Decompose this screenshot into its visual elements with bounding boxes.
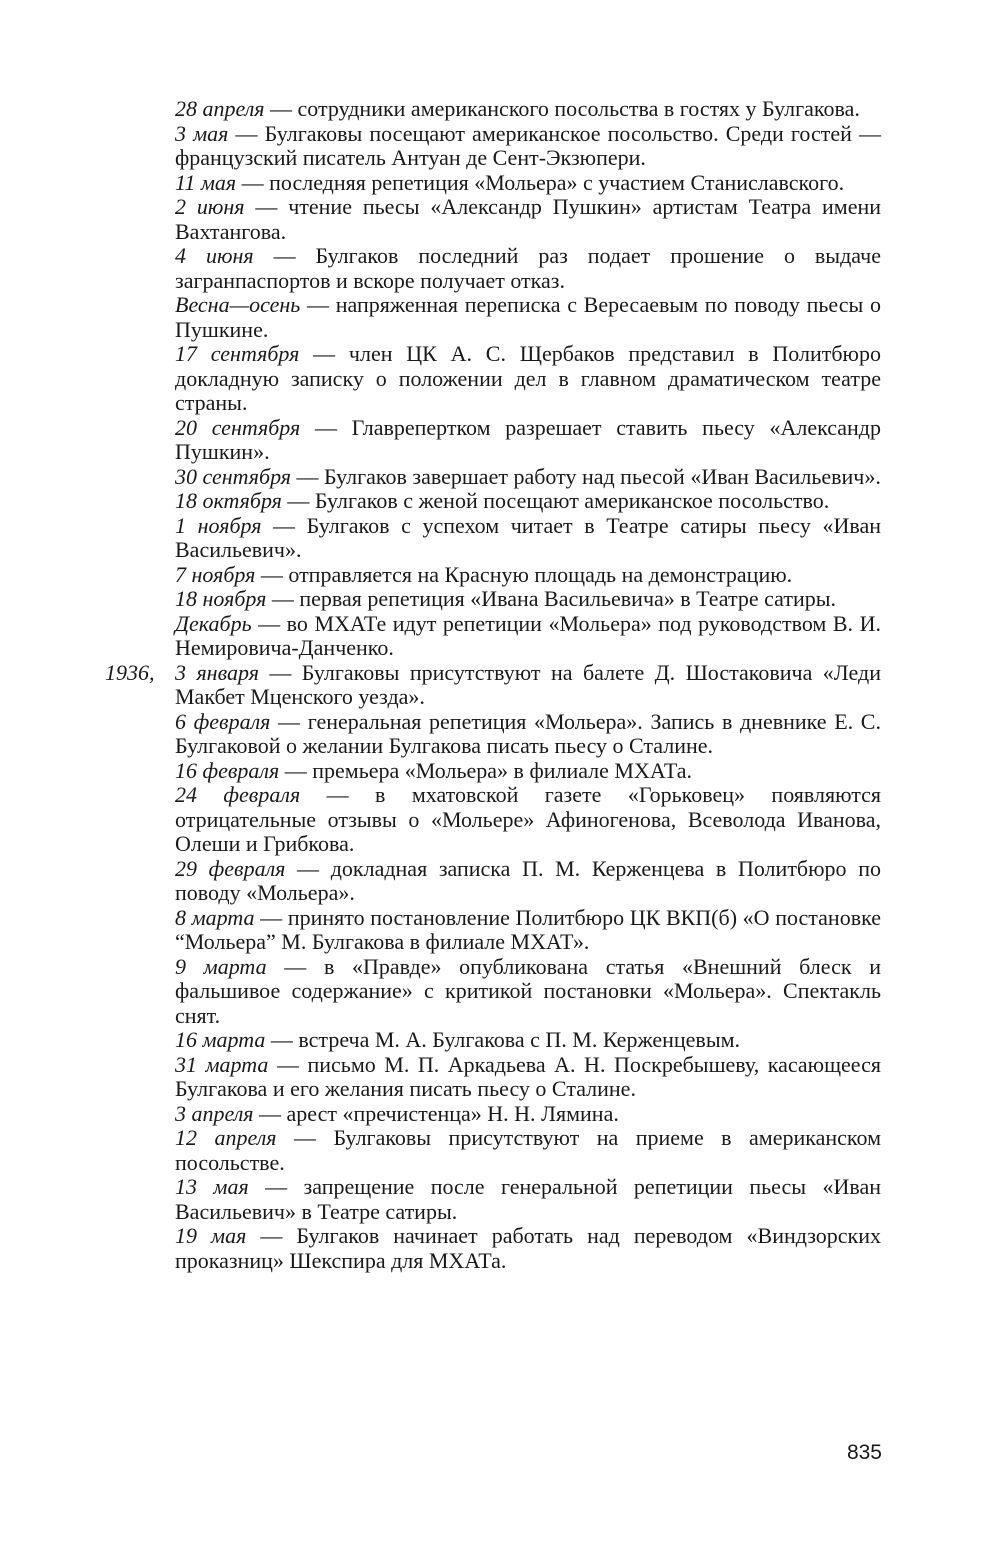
page-number: 835 (846, 1441, 882, 1464)
chronology-entry (175, 563, 881, 588)
entry-date: 3 апреля (175, 1100, 254, 1126)
entry-date: 3 мая (175, 120, 229, 146)
entry-text: — в «Правде» опубликована статья «Внешний блеск и фальшивое содержание» с критикой постановки «Мольера». Спектакль снят. (175, 953, 882, 1028)
entry-date: 24 февраля (175, 782, 301, 807)
entry-text: — письмо М. П. Аркадьева А. Н. Поскребышеву, касающееся Булгакова и его желания писать пьесу о Сталине. (175, 1051, 882, 1101)
chronology-text (105, 96, 882, 1273)
entry-date: 16 февраля (175, 757, 280, 783)
entry-text: — Булгаков с успехом читает в Театре сатиры пьесу «Иван Васильевич». (175, 512, 881, 562)
entry-date: 3 января (175, 659, 259, 685)
chronology-entry (175, 857, 881, 906)
entry-date: 20 сентября (175, 414, 301, 440)
entry-text: — Булгаковы посещают американское посольство. Среди гостей — французский писатель Антуан де Сент-Экзюпери. (175, 120, 881, 170)
entry-date: 29 февраля (175, 855, 286, 881)
entry-date: 28 апреля (175, 96, 265, 121)
chronology-entry (175, 293, 881, 342)
entry-date: 31 марта (175, 1051, 269, 1077)
entry-text: — в мхатовской газете «Горьковец» появляются отрицательные отзывы о «Мольере» Афиногенова, Всеволода Иванова, Олеши и Грибкова. (175, 782, 882, 856)
entry-text: — первая репетиция «Ивана Васильевича» в Театре сатиры. (266, 586, 837, 611)
entry-text: — Булгаков последний раз подает прошение о выдаче загранпаспортов и вскоре получает отказ. (175, 243, 881, 293)
entry-text: — во МХАТе идут репетиции «Мольера» под руководством В. И. Немировича-Данченко. (175, 610, 881, 660)
entry-date: 30 сентября (175, 463, 292, 489)
chronology-entry (175, 710, 881, 759)
entry-date: 17 сентября (175, 341, 300, 366)
entry-date: 1 ноября (175, 512, 262, 538)
entry-date: 7 ноября (175, 561, 256, 587)
entry-date: 2 июня (175, 194, 245, 219)
entry-text: — арест «пречистенца» Н. Н. Лямина. (253, 1100, 619, 1126)
entry-date: 16 марта (175, 1027, 266, 1052)
entry-text: — член ЦК А. С. Щербаков представил в Политбюро докладную записку о положении дел в главном драматическом театре страны. (175, 341, 881, 415)
entry-text: — докладная записка П. М. Керженцева в Политбюро по поводу «Мольера». (175, 855, 881, 905)
entry-text: — сотрудники американского посольства в гостях у Булгакова. (264, 96, 860, 121)
entry-date: 13 мая (175, 1174, 249, 1199)
chronology-entry (175, 489, 881, 514)
chronology-entry (175, 342, 881, 416)
entry-text: — последняя репетиция «Мольера» с участием Станиславского. (236, 169, 845, 195)
entry-text: — напряженная переписка с Вересаевым по поводу пьесы о Пушкине. (175, 292, 881, 342)
entry-text: — премьера «Мольера» в филиале МХАТа. (279, 757, 692, 783)
chronology-entry (175, 244, 881, 293)
chronology-entry (175, 1102, 881, 1127)
chronology-entry (105, 659, 881, 710)
chronology-entry (175, 97, 881, 122)
chronology-entry (175, 587, 881, 612)
chronology-entry (175, 1175, 881, 1224)
chronology-entry (175, 122, 881, 171)
entry-text: — Булгаковы присутствуют на балете Д. Шостаковича «Леди Макбет Мценского уезда». (175, 659, 881, 709)
entry-text: — генеральная репетиция «Мольера». Запись в дневнике Е. С. Булгаковой о желании Булгакова писать пьесу о Сталине. (175, 708, 881, 758)
entry-date: 6 февраля (175, 708, 271, 734)
chronology-entry (175, 514, 881, 563)
entry-date: 4 июня (175, 243, 254, 268)
year-marker: 1936, (105, 659, 155, 685)
chronology-entry (175, 1224, 881, 1273)
chronology-entry (175, 195, 881, 244)
entry-text: — Булгаковы присутствуют на приеме в американском посольстве. (175, 1125, 881, 1175)
entry-text: — Булгаков завершает работу над пьесой «Иван Васильевич». (291, 463, 881, 489)
entry-text: — встреча М. А. Булгакова с П. М. Керженцевым. (265, 1027, 741, 1052)
chronology-entry (175, 955, 881, 1029)
chronology-entry (175, 465, 881, 490)
entry-date: 18 октября (175, 488, 282, 513)
entry-text: — Главрепертком разрешает ставить пьесу «Александр Пушкин». (175, 414, 881, 464)
entry-text: — запрещение после генеральной репетиции пьесы «Иван Васильевич» в Театре сатиры. (175, 1174, 881, 1224)
entry-date: Декабрь (175, 610, 252, 636)
chronology-entry (175, 1126, 881, 1175)
chronology-entry (175, 171, 881, 196)
entry-date: 8 марта (175, 904, 255, 930)
entry-date: 9 марта (175, 953, 267, 979)
entry-text: — Булгаков начинает работать над переводом «Виндзорских проказниц» Шекспира для МХАТа. (175, 1223, 881, 1273)
chronology-entry (175, 906, 881, 955)
entry-date: 11 мая (175, 169, 237, 195)
chronology-entry (175, 1053, 881, 1102)
chronology-entry (175, 783, 881, 857)
chronology-entry (175, 416, 881, 465)
entry-date: 12 апреля (175, 1125, 277, 1150)
entry-text: — Булгаков с женой посещают американское посольство. (281, 488, 830, 513)
entry-date: Весна—осень (175, 292, 301, 317)
chronology-entry (175, 612, 881, 661)
entry-date: 19 мая (175, 1223, 247, 1248)
entry-text: — принято постановление Политбюро ЦК ВКП(б) «О постановке “Мольера” М. Булгакова в филиале МХАТ». (175, 904, 881, 954)
entry-text: — чтение пьесы «Александр Пушкин» артистам Театра имени Вахтангова. (175, 194, 882, 244)
entry-text: — отправляется на Красную площадь на демонстрацию. (255, 561, 793, 587)
chronology-entry (175, 759, 881, 784)
chronology-entry (175, 1028, 881, 1053)
entry-date: 18 ноября (175, 586, 267, 611)
